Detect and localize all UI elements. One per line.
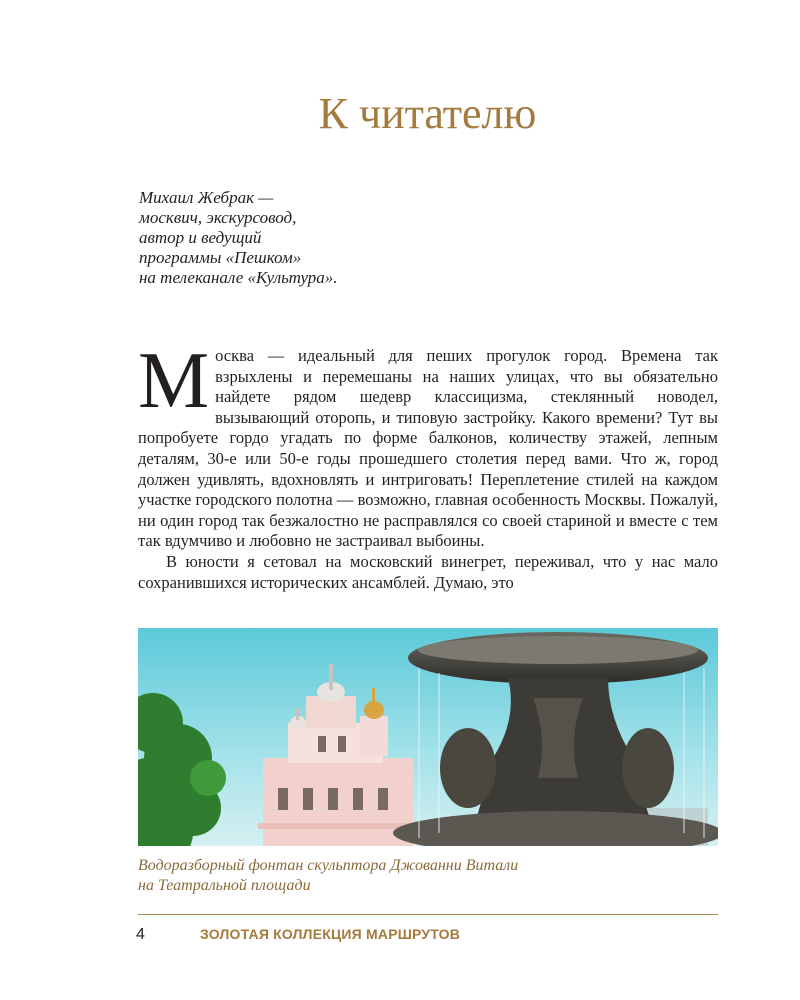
footer-divider [138,914,718,915]
fountain-photo [138,628,718,846]
epigraph-line: москвич, экскурсовод, [139,208,297,227]
photo-caption [138,856,718,896]
caption-line: Водоразборный фонтан скульптора Джованни Витали [138,857,519,874]
epigraph-line: Михаил Жебрак — [139,188,274,207]
fountain-photo-illustration [138,628,718,846]
body-paragraph: В юности я сетовал на московский винегрет, переживал, что у нас мало сохранившихся исторических ансамблей. Думаю, это [138,551,718,592]
drop-cap: М [138,337,210,425]
epigraph-line: на телеканале «Культура». [139,268,338,287]
body-paragraph [138,337,718,552]
epigraph-line: программы «Пешком» [139,248,302,267]
page-number: 4 [136,926,145,943]
running-footer: ЗОЛОТАЯ КОЛЛЕКЦИЯ МАРШРУТОВ [200,926,461,942]
body-text [138,337,718,593]
page-title: К читателю [318,89,537,138]
paragraph-text: осква — идеальный для пеших прогулок город. Времена так взрыхлены и перемешаны на наших улицах, что вы обязательно найдете рядом шедевр классицизма, стеклянный новодел, вызывающий оторопь, и типовую застройку. Какого времени? Тут вы попробуете гордо угадать по форме балконов, количеству этажей, лепным деталям, 30-е или 50-е годы прошедшего столетия перед вами. Что ж, город должен удивлять, вдохновлять и интриговать! Переплетение стилей на каждом участке городского полотна — возможно, главная особенность Москвы. Пожалуй, ни один город так безжалостно не расправлялся со своей стариной и вместе с тем так вдумчиво и любовно не застраивал выбоины. [138,346,718,551]
epigraph [139,188,439,288]
epigraph-line: автор и ведущий [139,228,262,247]
caption-line: на Театральной площади [138,877,311,894]
